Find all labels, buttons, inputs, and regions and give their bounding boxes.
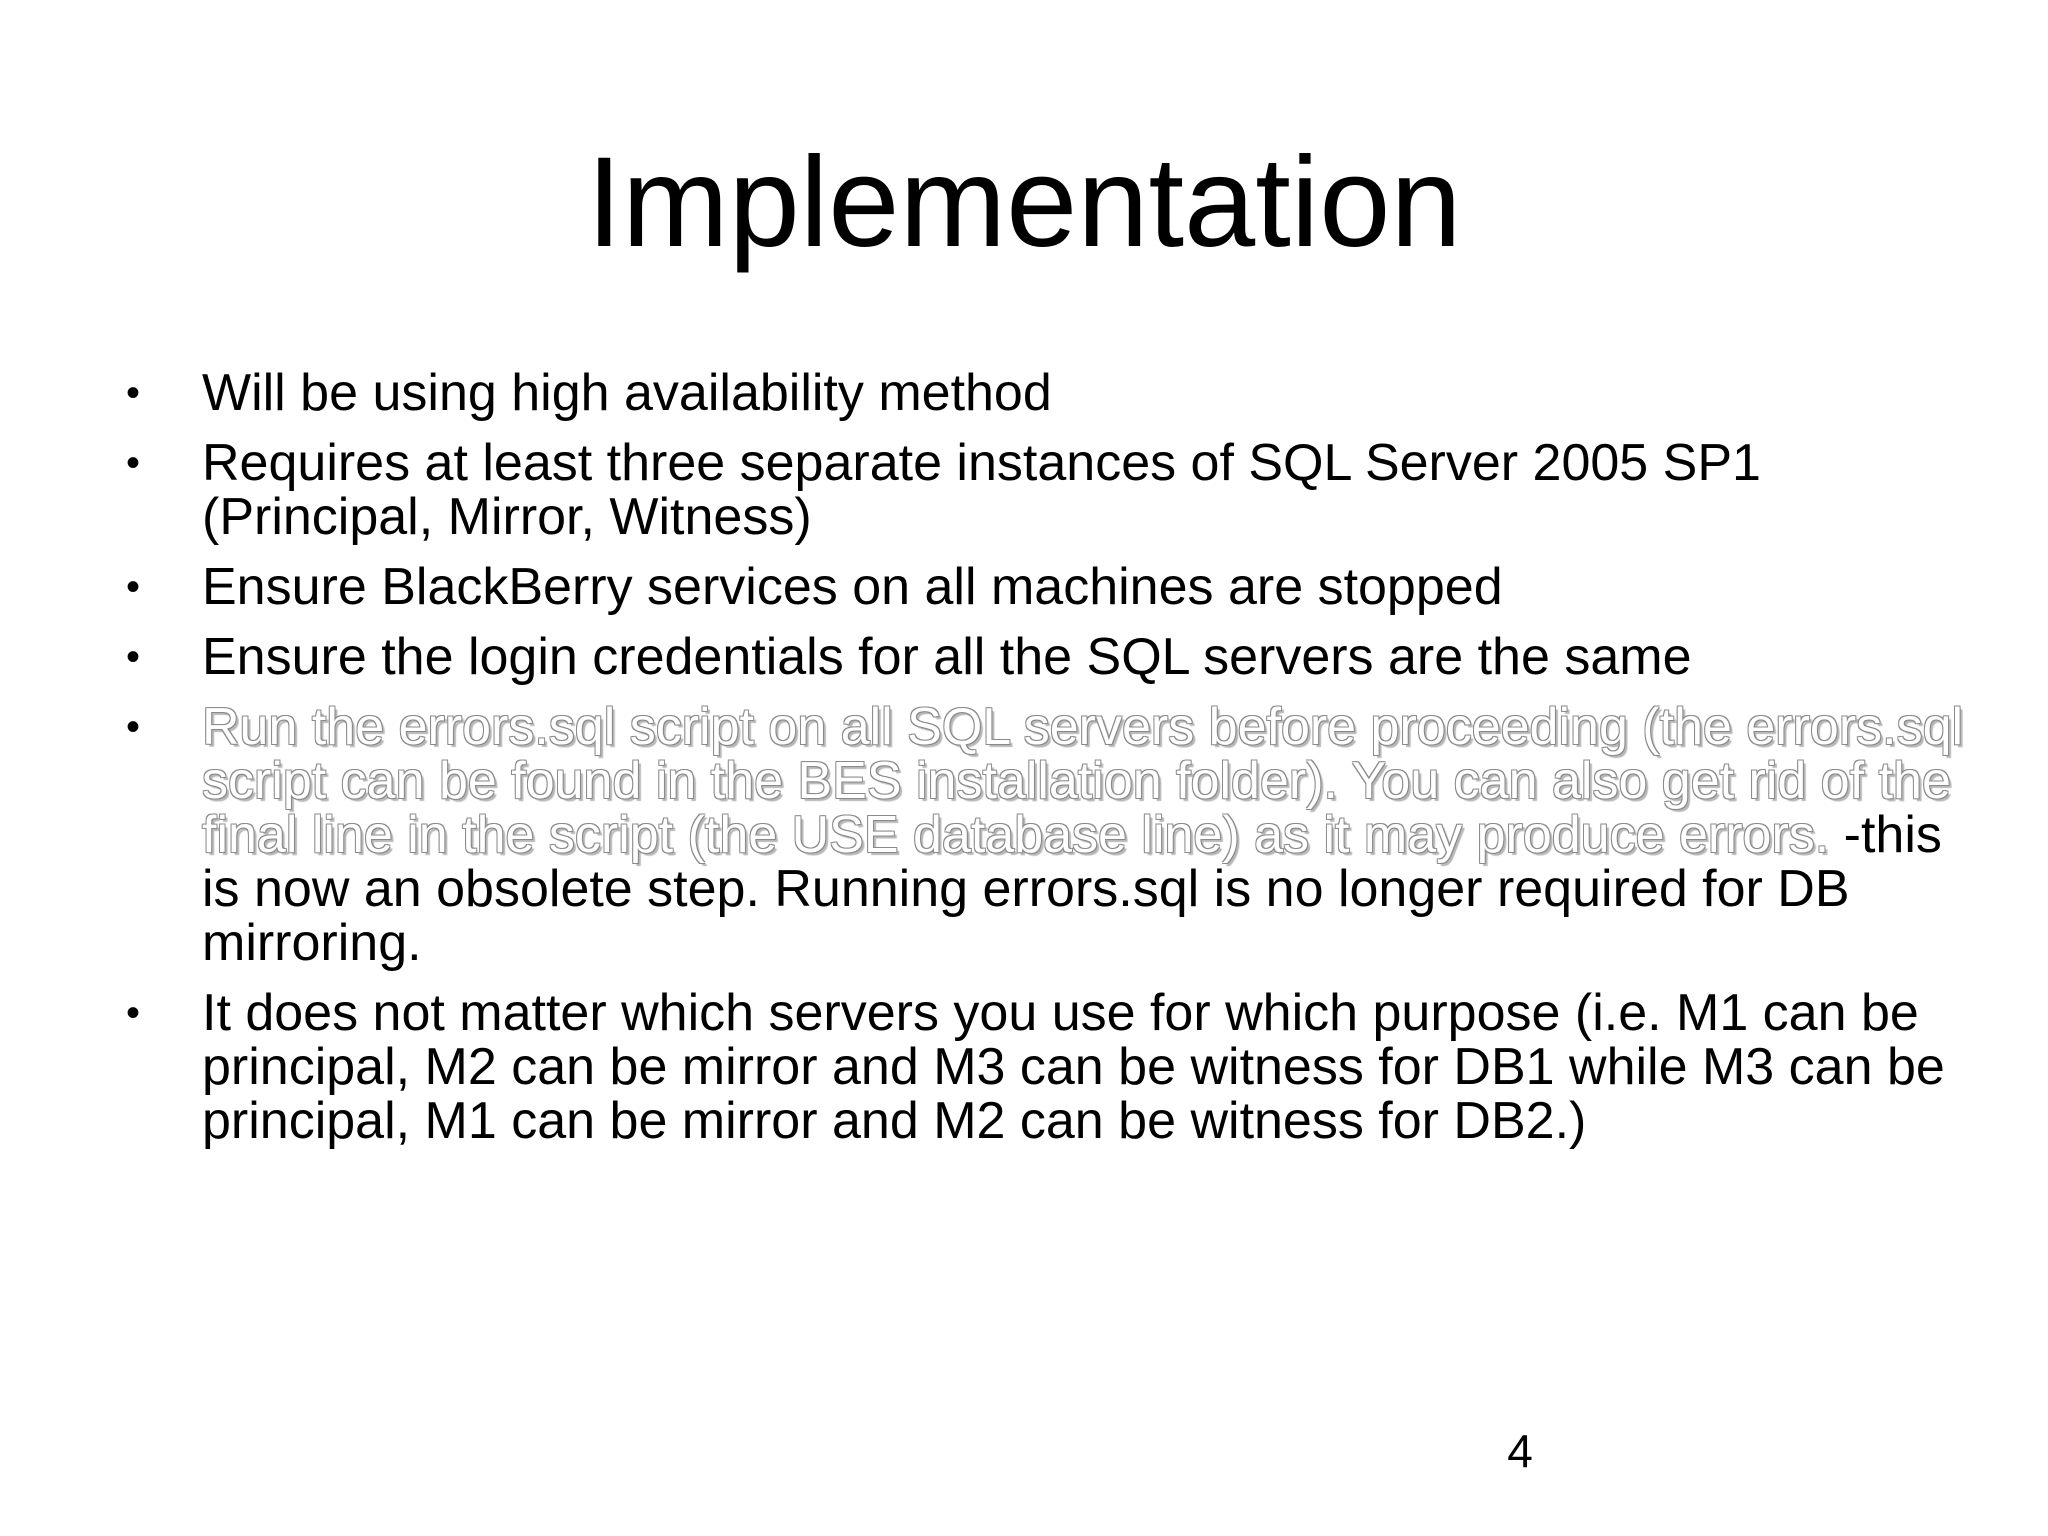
bullet-icon: • [126, 565, 141, 609]
slide-title: Implementation [586, 131, 1462, 274]
bullet-item [108, 986, 1968, 1148]
obsolete-note-text: -this is now an obsolete step. Running errors.sql is no longer required for DB mirroring. [202, 806, 1942, 972]
bullet-text: Ensure the login credentials for all the SQL servers are the same [202, 628, 1692, 686]
bullet-text: Requires at least three separate instances of SQL Server 2005 SP1 (Principal, Mirror, Witness) [202, 434, 1761, 546]
bullet-icon: • [126, 371, 141, 415]
obsolete-step-text: Run the errors.sql script on all SQL servers before proceeding (the errors.sql script can be found in the BES installation folder). You can also get rid of the final line in the script (the USE database line) as it may produce errors. [202, 698, 1964, 864]
bullet-text: Will be using high availability method [202, 364, 1052, 422]
page-number: 4 [1507, 1425, 1533, 1477]
bullet-icon: • [126, 705, 141, 749]
bullet-icon: • [126, 991, 141, 1035]
bullet-text: Ensure BlackBerry services on all machines are stopped [202, 558, 1503, 616]
bullet-item [108, 700, 1968, 970]
bullet-icon: • [126, 635, 141, 679]
bullet-text: It does not matter which servers you use for which purpose (i.e. M1 can be principal, M2 can be mirror and M3 can be witness for DB1 while M3 can be principal, M1 can be mirror and M2 can be witness for DB2.) [202, 984, 1945, 1150]
bullet-item [108, 366, 1968, 420]
bullet-icon: • [126, 441, 141, 485]
bullet-item [108, 436, 1968, 544]
bullet-item [108, 630, 1968, 684]
bullet-item [108, 560, 1968, 614]
bullet-list [108, 366, 1968, 1164]
